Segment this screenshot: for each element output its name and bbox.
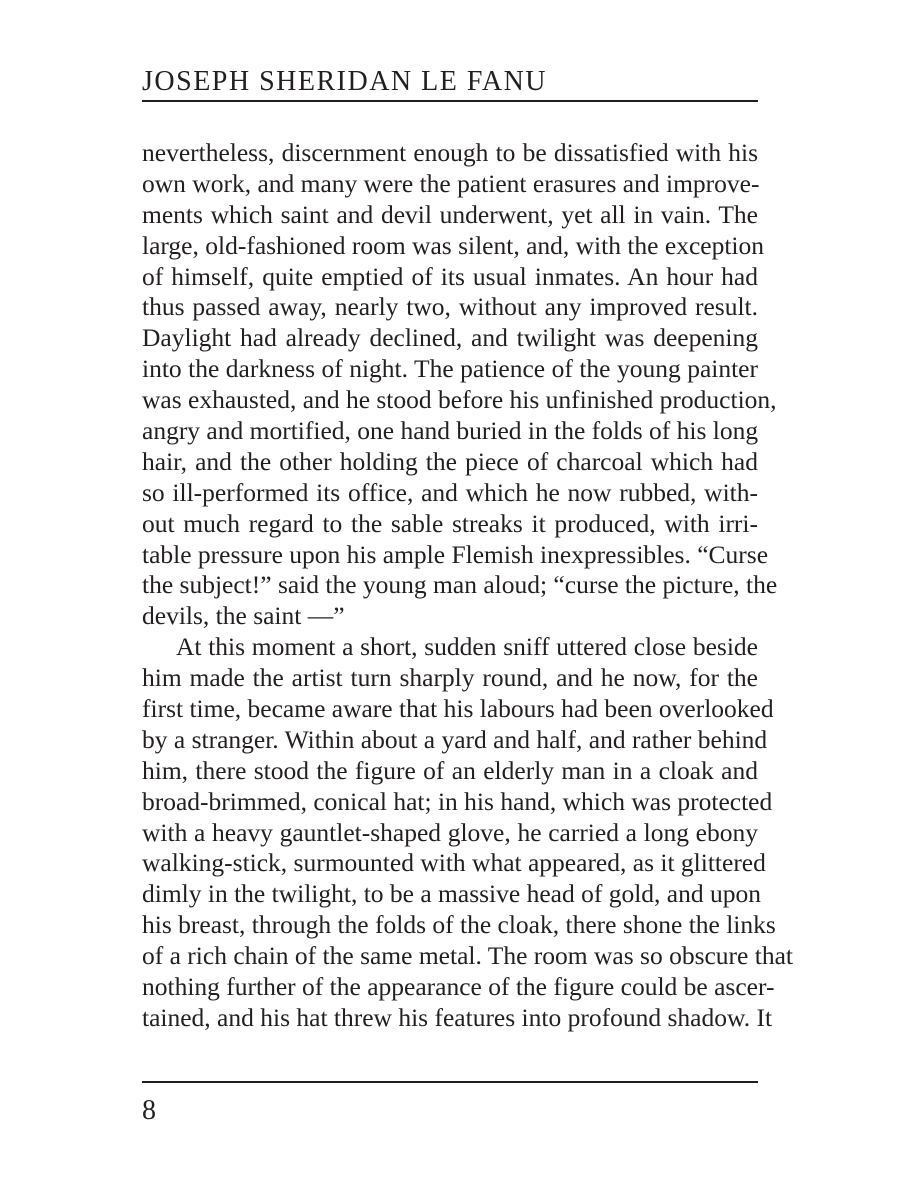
text-line: him made the artist turn sharply round, and he now, for the: [142, 663, 758, 693]
text-line: walking-stick, surmounted with what appeared, as it glittered: [142, 848, 766, 878]
text-line: of himself, quite emptied of its usual inmates. An hour had: [142, 261, 758, 291]
text-line: tained, and his hat threw his features into profound shadow. It: [142, 1002, 773, 1032]
text-line: so ill-performed its office, and which he now rubbed, with-: [142, 477, 758, 507]
footer-rule: [142, 1081, 758, 1083]
text-line: devils, the saint —”: [142, 601, 345, 631]
page-number: 8: [142, 1095, 156, 1126]
text-line: with a heavy gauntlet-shaped glove, he carried a long ebony: [142, 817, 758, 847]
text-line: table pressure upon his ample Flemish inexpressibles. “Curse: [142, 539, 769, 569]
text-line: hair, and the other holding the piece of charcoal which had: [142, 446, 758, 476]
text-line: his breast, through the folds of the cloak, there shone the links: [142, 910, 776, 940]
body-text: [142, 138, 793, 1034]
text-line: the subject!” said the young man aloud; “curse the picture, the: [142, 570, 778, 600]
text-line: of a rich chain of the same metal. The room was so obscure that: [142, 941, 793, 971]
text-line: thus passed away, nearly two, without any improved result.: [142, 292, 758, 322]
text-line: him, there stood the figure of an elderly man in a cloak and: [142, 755, 758, 785]
text-line: ments which saint and devil underwent, yet all in vain. The: [142, 199, 758, 229]
text-line: first time, became aware that his labours had been overlooked: [142, 694, 774, 724]
text-line: by a stranger. Within about a yard and half, and rather behind: [142, 724, 768, 754]
text-line: large, old-fashioned room was silent, and, with the exception: [142, 230, 764, 260]
paragraph-2: [142, 632, 793, 1034]
text-line: dimly in the twilight, to be a massive head of gold, and upon: [142, 879, 761, 909]
text-line: own work, and many were the patient erasures and improve-: [142, 168, 760, 198]
text-line: broad-brimmed, conical hat; in his hand, which was protected: [142, 786, 773, 816]
paragraph-1: [142, 138, 778, 632]
text-line: out much regard to the sable streaks it produced, with irri-: [142, 508, 758, 538]
text-line: At this moment a short, sudden sniff uttered close beside: [176, 632, 758, 662]
header-rule: [142, 100, 758, 102]
text-line: nevertheless, discernment enough to be dissatisfied with his: [142, 138, 758, 167]
text-line: was exhausted, and he stood before his unfinished production,: [142, 385, 777, 415]
text-line: angry and mortified, one hand buried in the folds of his long: [142, 416, 759, 446]
running-head-title: JOSEPH SHERIDAN LE FANU: [142, 66, 548, 97]
text-line: nothing further of the appearance of the figure could be ascer-: [142, 972, 775, 1002]
text-line: into the darkness of night. The patience of the young painter: [142, 354, 758, 384]
text-line: Daylight had already declined, and twilight was deepening: [142, 323, 758, 353]
